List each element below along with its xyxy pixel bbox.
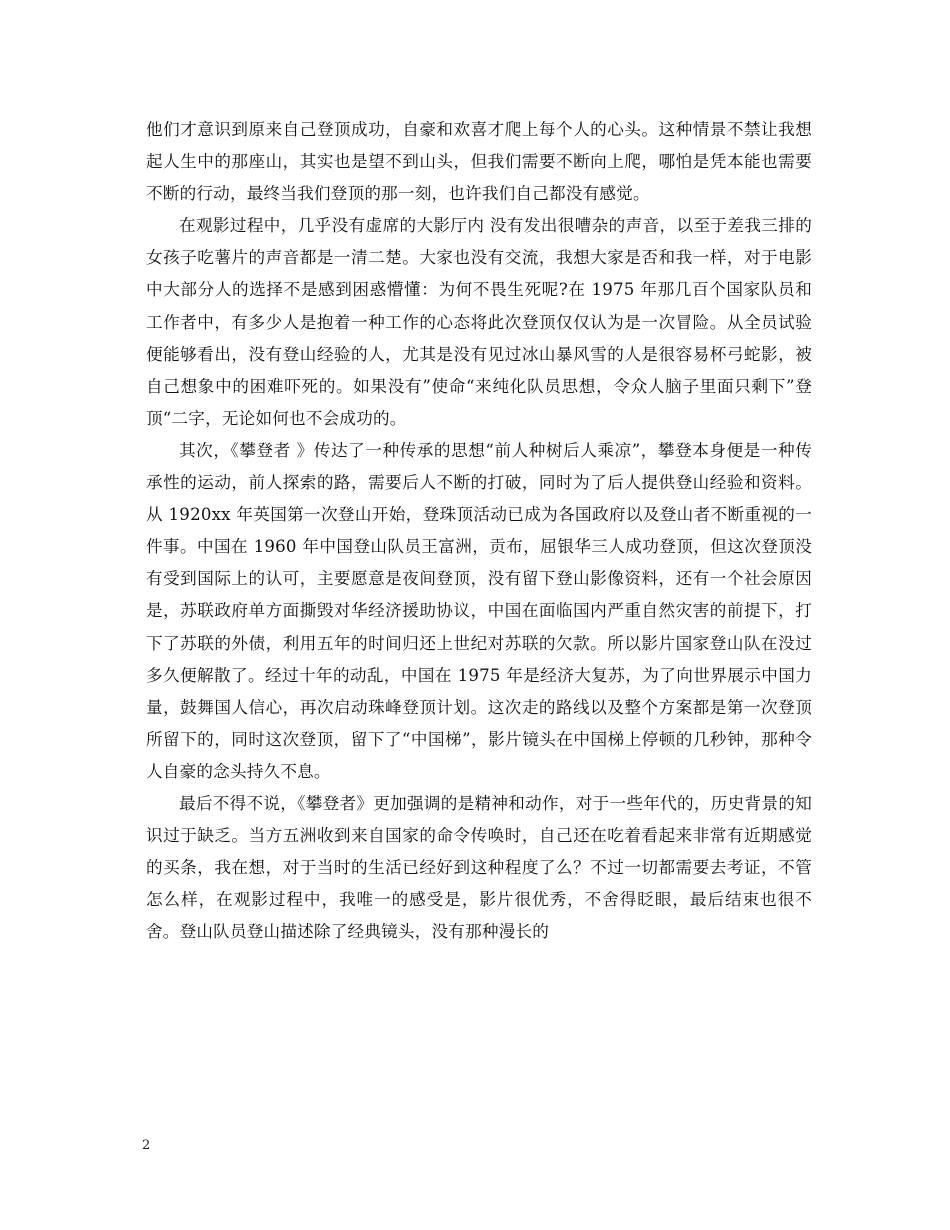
body-text bbox=[146, 114, 812, 948]
paragraph-3: 其次，《攀登者 》传达了一种传承的思想“前人种树后人乘凉”，攀登本身便是一种传承性的运动，前人探索的路，需要后人不断的打破，同时为了后人提供登山经验和资料。从 1920xx 年英国第一次登山开始，登珠顶活动已成为各国政府以及登山者不断重视的一件事。中国在 1960 年中国登山队员王富洲，贡布，屈银华三人成功登顶，但这次登顶没有受到国际上的认可，主要愿意是夜间登顶，没有留下登山影像资料，还有一个社会原因是，苏联政府单方面撕毁对华经济援助协议，中国在面临国内严重自然灾害的前提下，打下了苏联的外债，利用五年的时间归还上世纪对苏联的欠款。所以影片国家登山队在没过多久便解散了。经过十年的动乱，中国在 1975 年是经济大复苏，为了向世界展示中国力量，鼓舞国人信心，再次启动珠峰登顶计划。这次走的路线以及整个方案都是第一次登顶所留下的，同时这次登顶，留下了“中国梯”，影片镜头在中国梯上停顿的几秒钟，那种令人自豪的念头持久不息。 bbox=[146, 440, 812, 781]
page-number: 2 bbox=[142, 1138, 151, 1153]
paragraph-1: 他们才意识到原来自己登顶成功，自豪和欢喜才爬上每个人的心头。这种情景不禁让我想起人生中的那座山，其实也是望不到山头，但我们需要不断向上爬，哪怕是凭本能也需要不断的行动，最终当我们登顶的那一刻，也许我们自己都没有感觉。 bbox=[146, 120, 812, 204]
paragraph-2: 在观影过程中，几乎没有虚席的大影厅内 没有发出很嘈杂的声音，以至于差我三排的女孩子吃薯片的声音都是一清二楚。大家也没有交流，我想大家是否和我一样，对于电影中大部分人的选择不是感到困惑懵懂：为何不畏生死呢?在 1975 年那几百个国家队员和工作者中，有多少人是抱着一种工作的心态将此次登顶仅仅认为是一次冒险。从全员试验便能够看出，没有登山经验的人，尤其是没有见过冰山暴风雪的人是很容易杯弓蛇影，被自己想象中的困难吓死的。如果没有”使命“来纯化队员思想，令众人脑子里面只剩下”登顶“二字，无论如何也不会成功的。 bbox=[146, 216, 812, 428]
paragraph-4: 最后不得不说，《攀登者》更加强调的是精神和动作，对于一些年代的，历史背景的知识过于缺乏。当方五洲收到来自国家的命令传唤时，自己还在吃着看起来非常有近期感觉的买条，我在想，对于当时的生活已经好到这种程度了么？不过一切都需要去考证，不管怎么样，在观影过程中，我唯一的感受是，影片很优秀，不舍得眨眼，最后结束也很不舍。登山队员登山描述除了经典镜头，没有那种漫长的 bbox=[146, 793, 812, 942]
